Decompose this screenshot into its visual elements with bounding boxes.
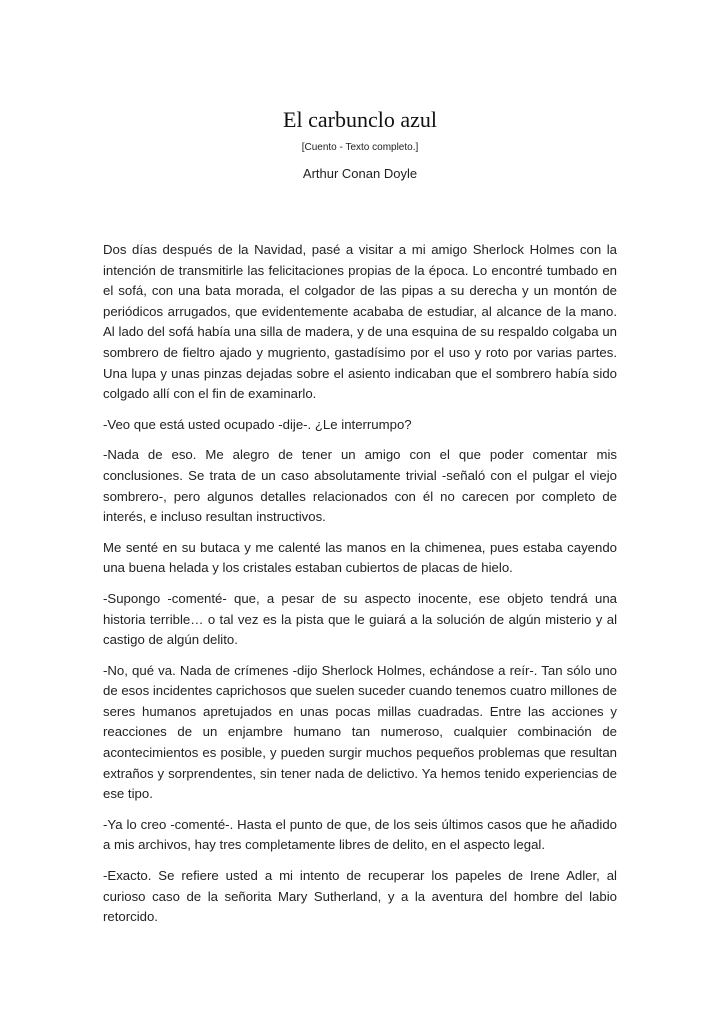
document-body xyxy=(103,240,617,938)
paragraph: -Ya lo creo -comenté-. Hasta el punto de que, de los seis últimos casos que he añadido a mis archivos, hay tres completamente libres de delito, en el aspecto legal. xyxy=(103,816,617,853)
document-title: El carbunclo azul xyxy=(283,107,437,132)
paragraph: -Nada de eso. Me alegro de tener un amigo con el que poder comentar mis conclusiones. Se trata de un caso absolutamente trivial -señaló con el pulgar el viejo sombrero-, pero algunos detalles relacionados con él no carecen por completo de interés, e incluso resultan instructivos. xyxy=(103,447,617,525)
paragraph: -No, qué va. Nada de crímenes -dijo Sherlock Holmes, echándose a reír-. Tan sólo uno de esos incidentes caprichosos que suelen suceder cuando tenemos cuatro millones de seres humanos apretujados en unas pocas millas cuadradas. Entre las acciones y reacciones de un enjambre humano tan numeroso, cualquier combinación de acontecimientos es posible, y pueden surgir muchos pequeños problemas que resultan extraños y sorprendentes, sin tener nada de delictivo. Ya hemos tenido experiencias de ese tipo. xyxy=(103,662,617,802)
paragraph: -Veo que está usted ocupado -dije-. ¿Le interrumpo? xyxy=(103,416,412,432)
paragraph: Me senté en su butaca y me calenté las manos en la chimenea, pues estaba cayendo una buena helada y los cristales estaban cubiertos de placas de hielo. xyxy=(103,539,617,576)
document-author: Arthur Conan Doyle xyxy=(302,166,418,181)
paragraph: -Exacto. Se refiere usted a mi intento de recuperar los papeles de Irene Adler, al curioso caso de la señorita Mary Sutherland, y a la aventura del hombre del labio retorcido. xyxy=(103,868,617,925)
paragraph: -Supongo -comenté- que, a pesar de su aspecto inocente, ese objeto tendrá una historia terrible… o tal vez es la pista que le guiará a la solución de algún misterio y al castigo de algún delito. xyxy=(103,590,617,648)
paragraph: Dos días después de la Navidad, pasé a visitar a mi amigo Sherlock Holmes con la intención de transmitirle las felicitaciones propias de la época. Lo encontré tumbado en el sofá, con una bata morada, el colgador de las pipas a su derecha y un montón de periódicos arrugados, que evidentemente acababa de estudiar, al alcance de la mano. Al lado del sofá había una silla de madera, y de una esquina de su respaldo colgaba un sombrero de fieltro ajado y mugriento, gastadísimo por el uso y roto por varias partes. Una lupa y unas pinzas dejadas sobre el asiento indicaban que el sombrero había sido colgado allí con el fin de examinarlo. xyxy=(103,242,617,402)
document-subtitle: [Cuento - Texto completo.] xyxy=(301,142,419,153)
